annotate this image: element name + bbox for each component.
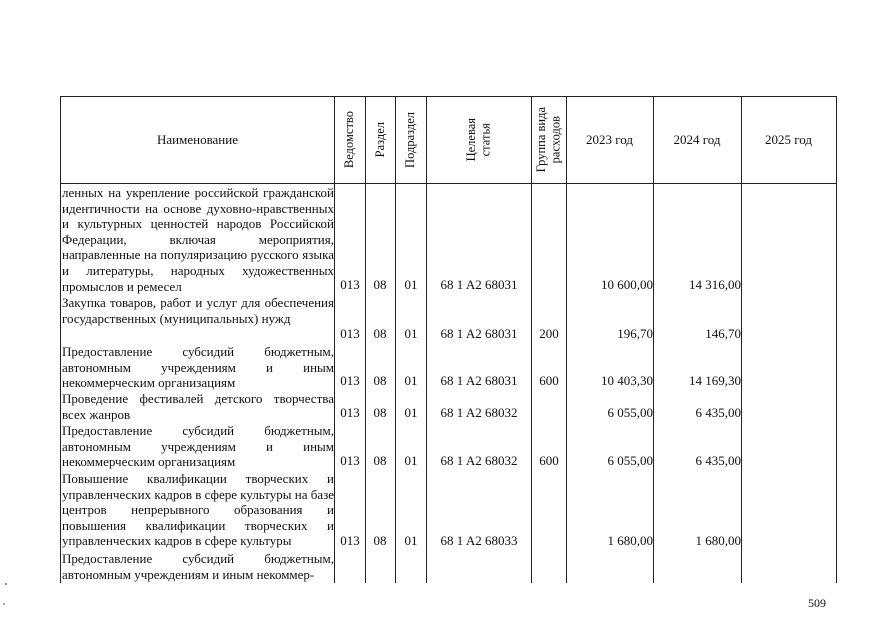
header-celevaya-statya-label: Целевая статья — [464, 118, 493, 162]
cell-vedomstvo: 013 — [340, 277, 360, 293]
page-number: 509 — [808, 596, 826, 610]
cell-2023: 10 403,30 — [601, 373, 653, 389]
cell-2024: 146,70 — [705, 326, 741, 342]
header-razdel-label: Раздел — [372, 122, 387, 158]
scan-speck — [3, 603, 5, 605]
table-row — [61, 294, 837, 342]
table-row — [61, 343, 837, 389]
cell-2023: 196,70 — [617, 326, 653, 342]
cell-2023: 6 055,00 — [607, 405, 653, 421]
cell-2023: 6 055,00 — [607, 453, 653, 469]
cell-vedomstvo: 013 — [340, 373, 360, 389]
header-gruppa-vida-label: Группа вида расходов — [534, 107, 563, 173]
cell-razdel: 08 — [373, 453, 387, 469]
cell-2024: 14 316,00 — [689, 277, 741, 293]
header-2023: 2023 год — [586, 132, 633, 148]
cell-razdel: 08 — [373, 373, 387, 389]
row-name: Предоставление субсидий бюджетным, автономным учреждениям и иным некоммерческим организациям — [62, 344, 334, 391]
row-name: Проведение фестивалей детского творчества всех жанров — [62, 391, 334, 422]
row-name: ленных на укрепление российской гражданской идентичности на основе духовно-нравственных и культурных ценностей народов Российской Федерации, включая мероприятия, направленные на популяризацию русского языка и литературы, народных художественных промыслов и ремесел — [62, 185, 334, 294]
cell-podrazdel: 01 — [404, 373, 418, 389]
header-gruppa-vida — [531, 97, 566, 183]
cell-razdel: 08 — [373, 533, 387, 549]
cell-gruppa-vida: 600 — [539, 373, 559, 389]
row-name: Предоставление субсидий бюджетным, автономным учреждениям и иным некоммер- — [62, 551, 334, 582]
header-2025: 2025 год — [765, 132, 812, 148]
table-row — [61, 184, 837, 293]
table-row — [61, 390, 837, 421]
cell-podrazdel: 01 — [404, 533, 418, 549]
cell-razdel: 08 — [373, 326, 387, 342]
cell-podrazdel: 01 — [404, 277, 418, 293]
header-podrazdel — [395, 97, 426, 183]
cell-2024: 6 435,00 — [695, 453, 741, 469]
cell-celevaya-statya: 68 1 A2 68032 — [440, 453, 518, 469]
cell-celevaya-statya: 68 1 A2 68033 — [440, 533, 518, 549]
cell-celevaya-statya: 68 1 A2 68031 — [440, 373, 518, 389]
cell-celevaya-statya: 68 1 A2 68031 — [440, 326, 518, 342]
cell-2024: 14 169,30 — [689, 373, 741, 389]
cell-2024: 6 435,00 — [695, 405, 741, 421]
table-row — [61, 422, 837, 469]
cell-podrazdel: 01 — [404, 453, 418, 469]
cell-vedomstvo: 013 — [340, 453, 360, 469]
header-celevaya-statya — [426, 97, 531, 183]
cell-podrazdel: 01 — [404, 405, 418, 421]
cell-razdel: 08 — [373, 277, 387, 293]
cell-2023: 1 680,00 — [607, 533, 653, 549]
table-row — [61, 550, 837, 583]
cell-vedomstvo: 013 — [340, 533, 360, 549]
cell-razdel: 08 — [373, 405, 387, 421]
cell-celevaya-statya: 68 1 A2 68031 — [440, 277, 518, 293]
cell-2023: 10 600,00 — [601, 277, 653, 293]
row-name: Закупка товаров, работ и услуг для обеспечения государственных (муниципальных) нужд — [62, 295, 334, 326]
cell-gruppa-vida: 600 — [539, 453, 559, 469]
header-2024: 2024 год — [673, 132, 721, 148]
cell-celevaya-statya: 68 1 A2 68032 — [440, 405, 518, 421]
header-name: Наименование — [157, 132, 238, 148]
scan-speck — [5, 583, 7, 585]
row-name: Повышение квалификации творческих и управленческих кадров в сфере культуры на базе центров непрерывного образования и повышения квалификации творческих и управленческих кадров в сфере культуры — [62, 471, 334, 549]
header-razdel — [365, 97, 395, 183]
cell-2024: 1 680,00 — [695, 533, 741, 549]
header-podrazdel-label: Подраздел — [403, 112, 418, 168]
cell-podrazdel: 01 — [404, 326, 418, 342]
header-vedomstvo — [334, 97, 365, 183]
budget-table — [60, 96, 837, 583]
cell-vedomstvo: 013 — [340, 326, 360, 342]
header-vedomstvo-label: Ведомство — [342, 111, 357, 169]
table-row — [61, 470, 837, 549]
cell-gruppa-vida: 200 — [539, 326, 559, 342]
row-name: Предоставление субсидий бюджетным, автономным учреждениям и иным некоммерческим организациям — [62, 423, 334, 470]
cell-vedomstvo: 013 — [340, 405, 360, 421]
